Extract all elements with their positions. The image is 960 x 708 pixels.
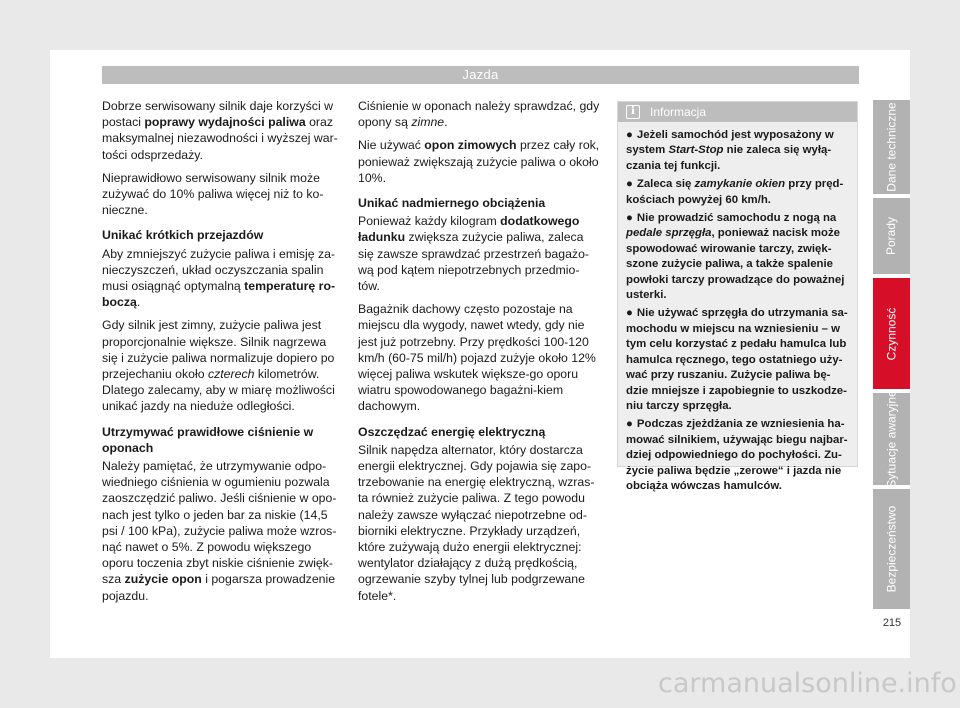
paragraph: Ciśnienie w oponach należy sprawdzać, gdy opony są zimne.	[358, 99, 600, 130]
paragraph: Należy pamiętać, że utrzymywanie odpo-wiedniego ciśnienia w ogumieniu pozwala zaoszczędzić paliwo. Jeśli ciśnienie w opo-nach jest tylko o jeden bar za niskie (14,5 psi / 100 kPa), zużycie paliwa może wzros-nąć nawet o 5%. Z powodu większego oporu toczenia zbyt niskie ciśnienie zwięk-sza zużycie opon i pogarsza prowadzenie pojazdu.	[102, 459, 337, 603]
info-bullet: ● Jeżeli samochód jest wyposażony w system Start-Stop nie zaleca się wyłą-czania tej funkcji.	[626, 129, 834, 172]
bullet-icon: ●	[626, 307, 633, 320]
tab-bezpieczenstwo[interactable]: Bezpieczeństwo	[873, 489, 910, 609]
paragraph: Nieprawidłowo serwisowany silnik może zużywać do 10% paliwa więcej niż to ko-nieczne.	[102, 170, 324, 218]
paragraph: Silnik napędza alternator, który dostarcza energii elektrycznej. Gdy pojawia się zapo-trzebowanie na energię elektryczną, wzras-ta również zużycie paliwa. Z tego powodu należy zawsze wyłączać niepotrzebne od-biorniki elektryczne. Przykłady urządzeń, które zużywają dużo energii elektrycznej: wentylator działający z dużą prędkością, ogrzewanie szyby tylnej lub podgrzewane fotele*.	[358, 442, 595, 603]
paragraph: Bagażnik dachowy często pozostaje na miejscu dla wygody, nawet wtedy, gdy nie jest już potrzebny. Przy prędkości 100-120 km/h (60-75 mil/h) pojazd zużyje około 12% więcej paliwa wskutek większe-go oporu wiatru spowodowanego bagażni-kiem dachowym.	[358, 302, 596, 414]
bullet-icon: ●	[626, 178, 633, 191]
tab-dane-techniczne[interactable]: Dane techniczne	[873, 100, 910, 194]
section-heading: Unikać krótkich przejazdów	[102, 228, 264, 243]
info-box	[617, 101, 858, 492]
bullet-icon: ●	[626, 129, 633, 141]
info-bullet: ● Zaleca się zamykanie okien przy pręd-kościach powyżej 60 km/h.	[626, 178, 844, 206]
info-box-body	[618, 122, 857, 494]
info-box-title: Informacja	[650, 105, 707, 119]
section-heading: Utrzymywać prawidłowe ciśnienie w oponach	[102, 424, 314, 455]
info-bullet: ● Podczas zjeżdżania ze wzniesienia ha-mować silnikiem, używając biegu najbar-dziej odpowiedniego do pochyłości. Zu-życie paliwa będzie „zerowe“ i jazda nie obciąża wówczas hamulców.	[626, 418, 848, 492]
page-number: 215	[882, 617, 902, 629]
text-column-middle	[358, 98, 600, 611]
bullet-icon: ●	[626, 418, 633, 431]
paragraph: Nie używać opon zimowych przez cały rok, ponieważ zwiększają zużycie paliwa o około 10%.	[358, 138, 600, 185]
tab-czynnosc[interactable]: Czynność	[873, 278, 910, 389]
paragraph: Gdy silnik jest zimny, zużycie paliwa jest proporcjonalnie większe. Silnik nagrzewa się i zużycie paliwa normalizuje dopiero po przejechaniu około czterech kilometrów. Dlatego zalecamy, aby w miarę możliwości unikać jazdy na nieduże odległości.	[102, 318, 335, 414]
paragraph: Dobrze serwisowany silnik daje korzyści w postaci poprawy wydajności paliwa oraz maksymalnej niezawodności i wyższej war-tości odsprzedaży.	[102, 99, 338, 162]
info-bullet: ● Nie prowadzić samochodu z nogą na pedale sprzęgła, ponieważ nacisk może spowodować wirowanie tarczy, zwięk-szone zużycie paliwa, a także spalenie powłoki tarczy prowadzące do poważnej usterki.	[626, 212, 845, 302]
info-icon: i	[626, 105, 640, 119]
text-column-left	[102, 98, 342, 611]
section-heading: Unikać nadmiernego obciążenia	[358, 196, 546, 211]
page-header: Jazda	[102, 66, 859, 84]
paragraph: Aby zmniejszyć zużycie paliwa i emisję za-nieczyszczeń, układ oczyszczania spalin musi osiągnąć optymalną temperaturę ro-boczą.	[102, 246, 336, 310]
bullet-icon: ●	[626, 212, 633, 225]
paragraph: Ponieważ każdy kilogram dodatkowego ładunku zwiększa zużycie paliwa, zaleca się zawsze sprawdzać przestrzeń bagażo-wą pod kątem niepotrzebnych przedmio-tów.	[358, 214, 590, 294]
tab-porady[interactable]: Porady	[873, 198, 910, 274]
section-heading: Oszczędzać energię elektryczną	[358, 424, 546, 439]
chapter-tabs	[873, 100, 910, 620]
info-box-header	[618, 102, 857, 122]
watermark: carmanualsonline.info	[658, 668, 957, 699]
info-bullet: ● Nie używać sprzęgła do utrzymania sa-mochodu w miejscu na wzniesieniu – w tym celu korzystać z pedału hamulca lub hamulca ręcznego, tego ostatniego uży-wać przy ruszaniu. Zużycie paliwa bę-dzie mniejsze i zapobiegnie to uszkodze-niu tarczy sprzęgła.	[626, 307, 848, 412]
tab-sytuacje-awaryjne[interactable]: Sytuacje awaryjne	[873, 393, 910, 485]
